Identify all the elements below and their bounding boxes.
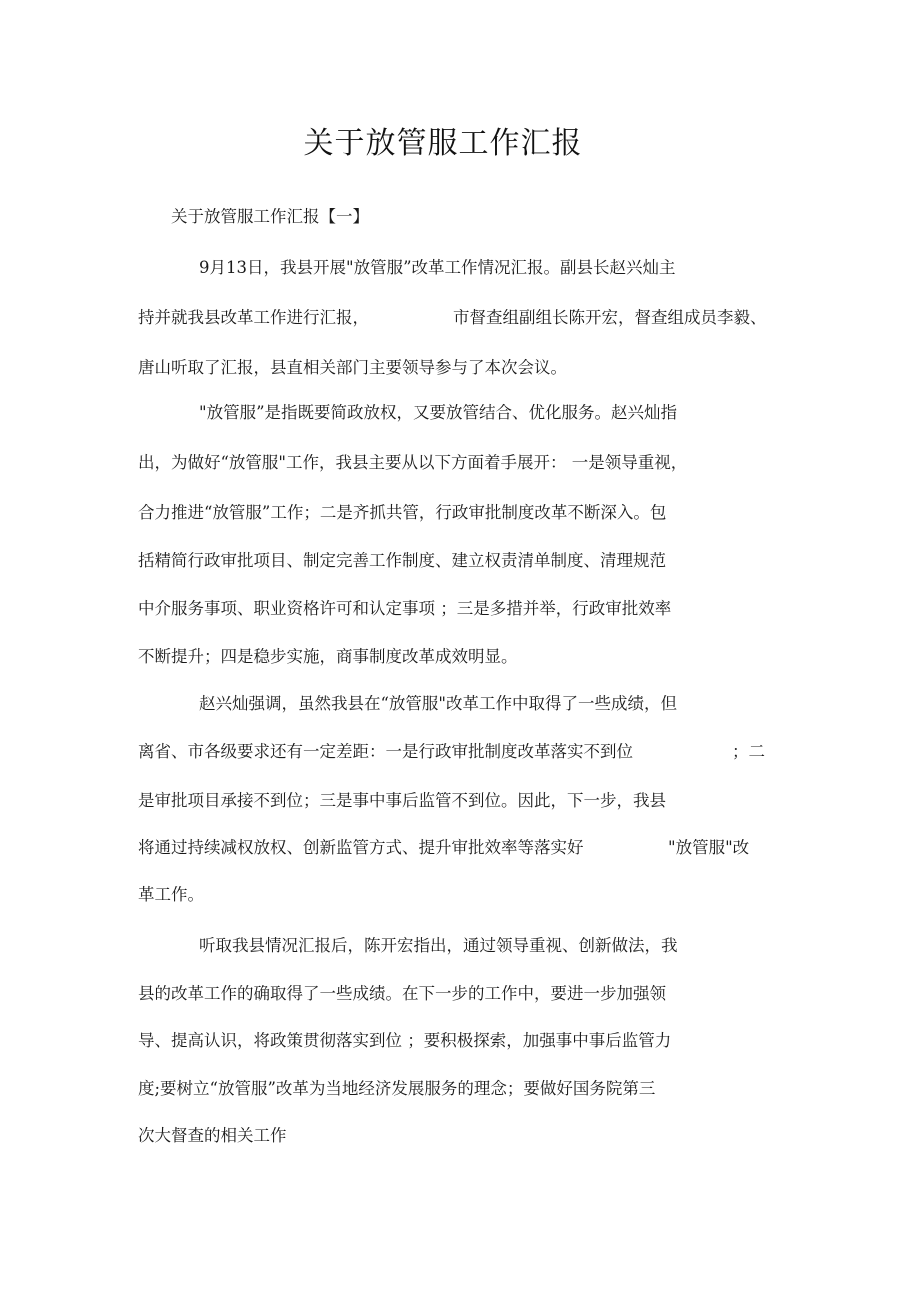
paragraph-3-line-3: 是审批项目承接不到位；三是事中事后监管不到位。因此，下一步，我县 — [138, 791, 666, 810]
paragraph-2-line-2: 出，为做好“放管服"工作，我县主要从以下方面着手展开： 一是领导重视， — [138, 453, 688, 472]
paragraph-4-line-3: 导、提高认识，将政策贯彻落实到位 ；要积极探索，加强事中事后监管力 — [138, 1031, 672, 1050]
paragraph-3-line-2a: 离省、市各级要求还有一定差距：一是行政审批制度改革落实不到位 — [138, 742, 633, 761]
paragraph-3-line-4b: "放管服"改 — [668, 838, 750, 857]
paragraph-2-line-1: "放管服”是指既要简政放权，又要放管结合、优化服务。赵兴灿指 — [199, 403, 678, 422]
paragraph-2-line-6: 不断提升；四是稳步实施，商事制度改革成效明显。 — [138, 647, 518, 666]
document-subtitle: 关于放管服工作汇报【一】 — [171, 207, 369, 226]
paragraph-4-line-4: 度;要树立“放管服”改革为当地经济发展服务的理念；要做好国务院第三 — [138, 1079, 656, 1098]
paragraph-2-line-5: 中介服务事项、职业资格许可和认定事项 ；三是多措并举，行政审批效率 — [138, 599, 672, 618]
document-title: 关于放管服工作汇报 — [303, 126, 583, 161]
paragraph-4-line-1: 听取我县情况汇报后，陈开宏指出，通过领导重视、创新做法，我 — [199, 936, 678, 955]
paragraph-4-line-5: 次大督查的相关工作 — [138, 1126, 287, 1145]
paragraph-4-line-2: 县的改革工作的确取得了一些成绩。在下一步的工作中，要进一步加强领 — [138, 984, 666, 1003]
paragraph-3-line-5: 革工作。 — [138, 885, 204, 904]
paragraph-1-line-2a: 持并就我县改革工作进行汇报， — [138, 308, 369, 327]
paragraph-3-line-4a: 将通过持续减权放权、创新监管方式、提升审批效率等落实好 — [138, 838, 584, 857]
paragraph-2-line-3: 合力推进“放管服”工作；二是齐抓共管，行政审批制度改革不断深入。包 — [138, 503, 667, 522]
paragraph-3-line-1: 赵兴灿强调，虽然我县在“放管服"改革工作中取得了一些成绩，但 — [199, 694, 678, 713]
paragraph-1-line-3: 唐山听取了汇报，县直相关部门主要领导参与了本次会议。 — [138, 358, 567, 377]
paragraph-2-line-4: 括精简行政审批项目、制定完善工作制度、建立权责清单制度、清理规范 — [138, 551, 666, 570]
paragraph-1-line-1: 9月13日，我县开展"放管服”改革工作情况汇报。副县长赵兴灿主 — [199, 258, 676, 277]
paragraph-1-line-2b: 市督查组副组长陈开宏，督查组成员李毅、 — [453, 308, 767, 327]
paragraph-3-line-2b: ；二 — [732, 742, 765, 761]
